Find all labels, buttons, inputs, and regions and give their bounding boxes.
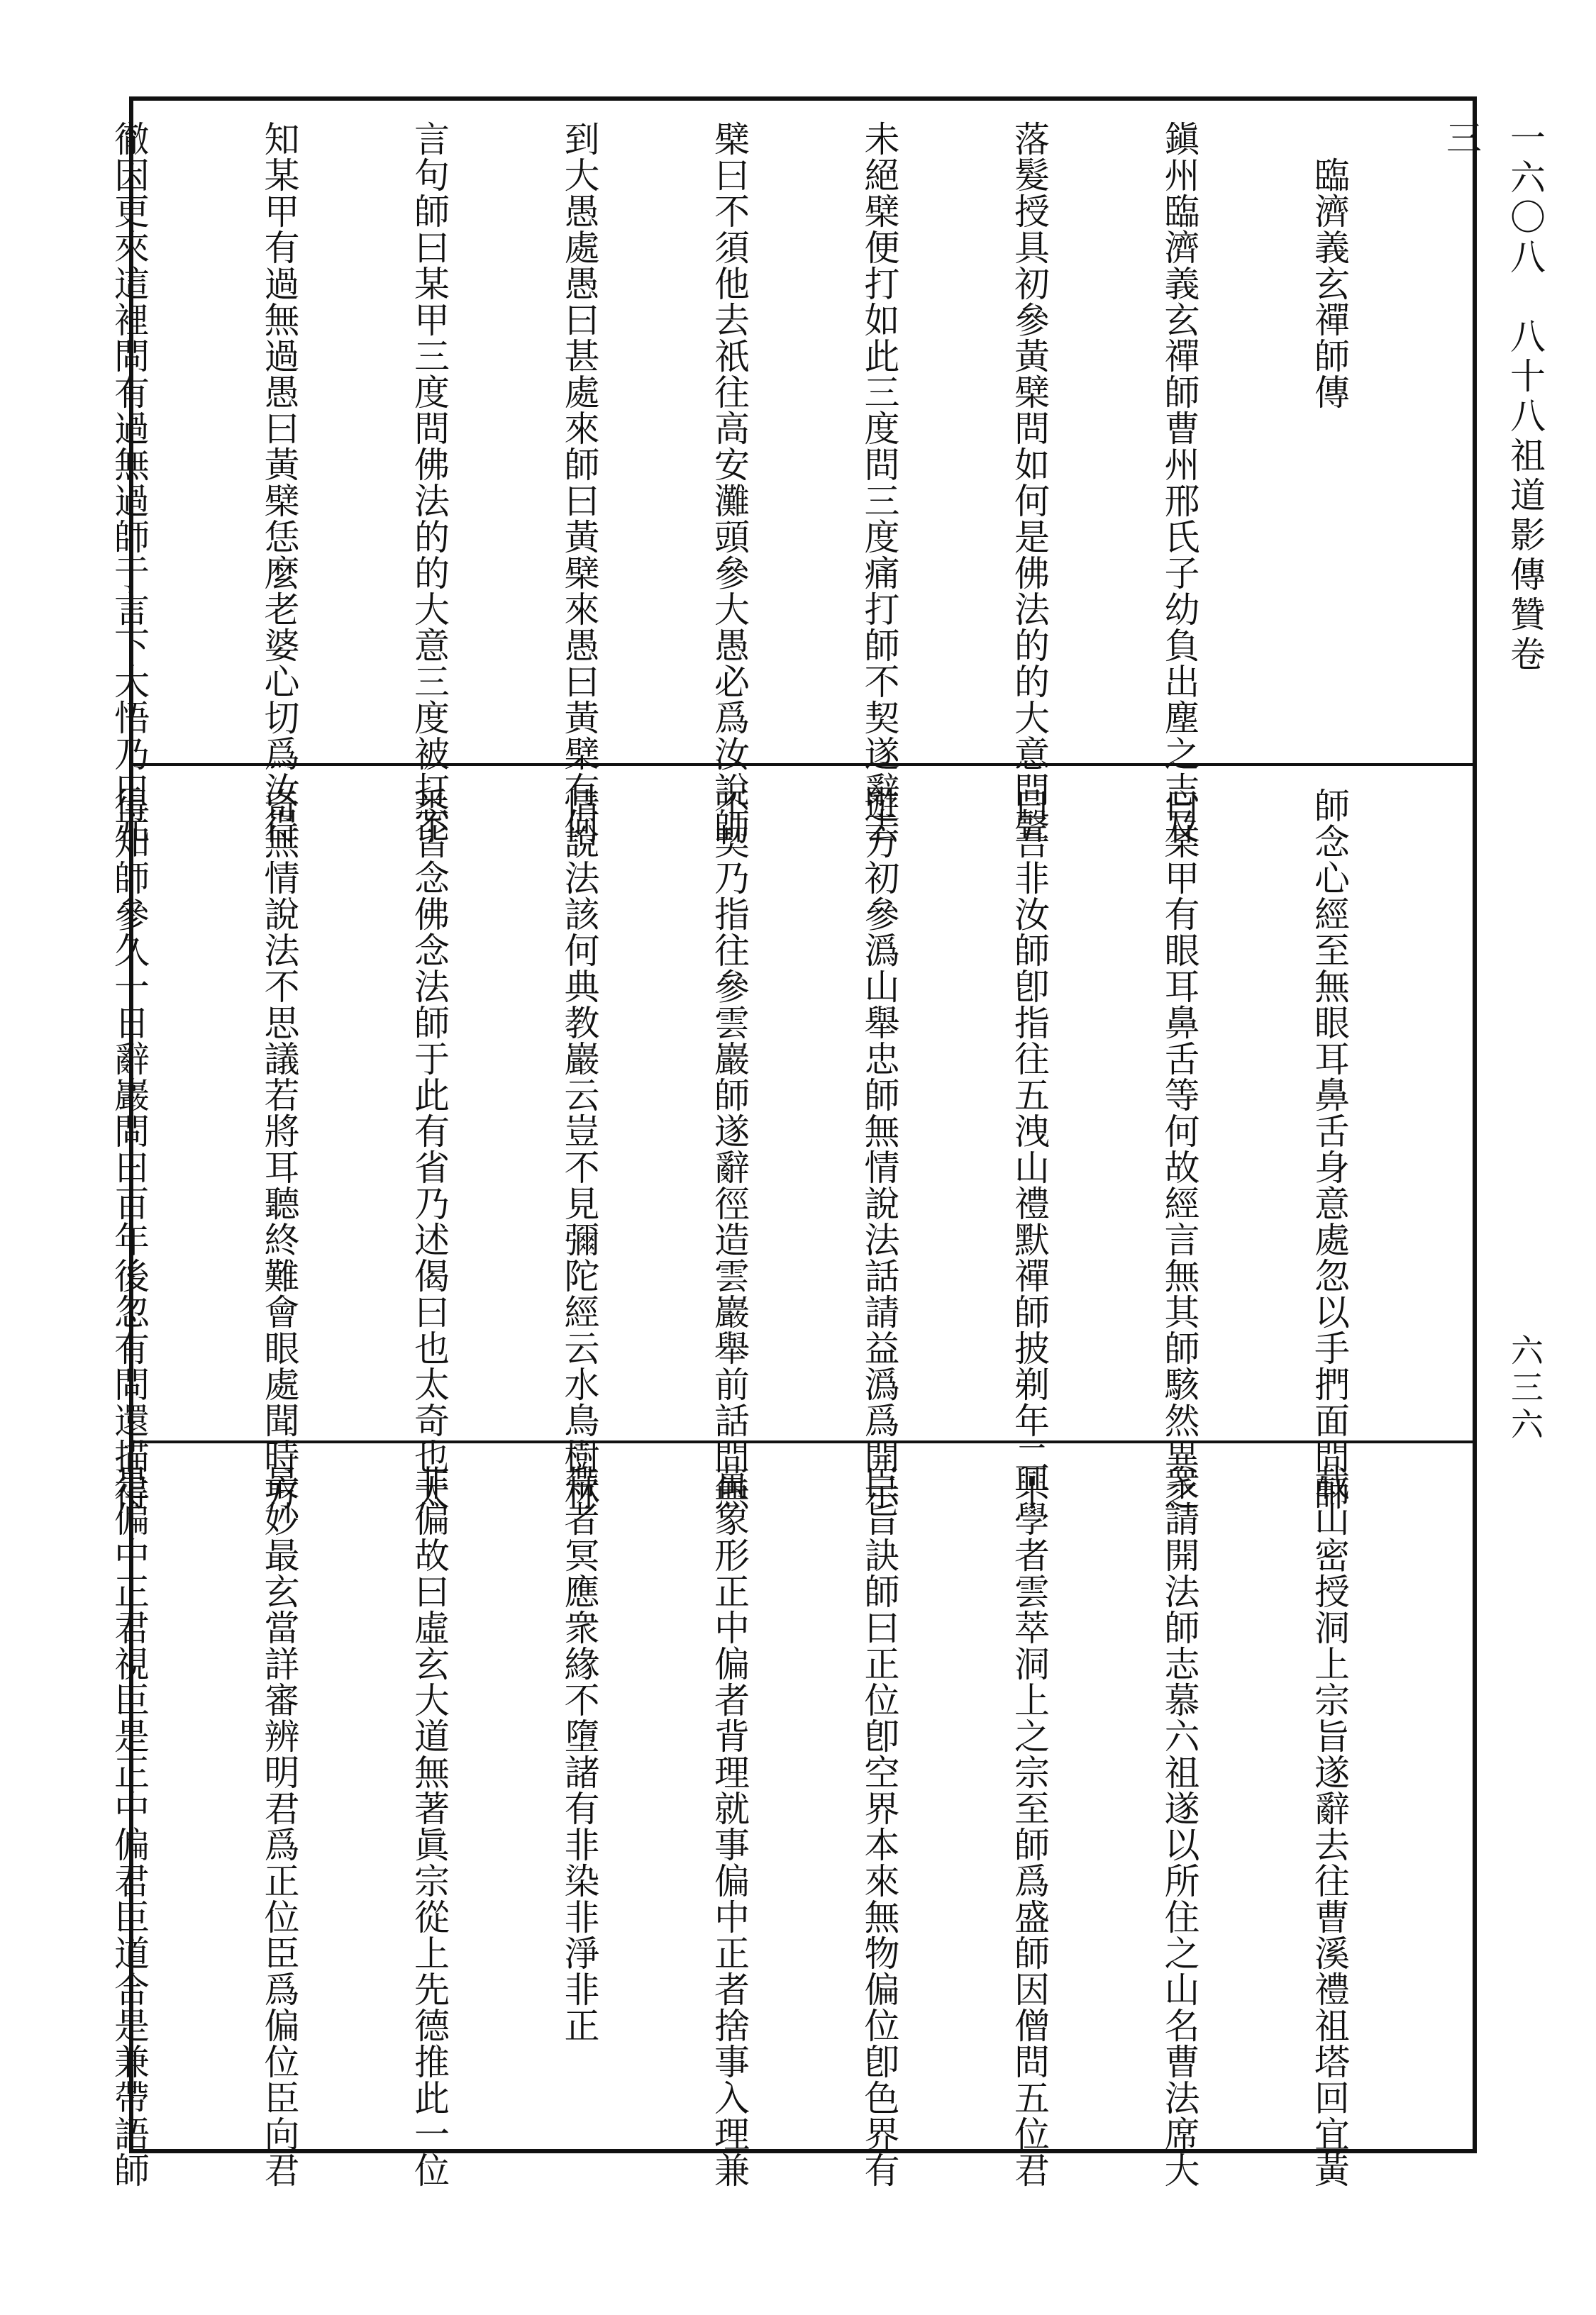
text-column: 落髮授具初參黃檗問如何是佛法的的大意問聲 — [1009, 121, 1050, 844]
text-column: 遊方初參潙山舉忠師無情說法話請益潙爲開示 — [858, 787, 900, 1511]
text-column: 檗曰不須他去祇往高安灘頭參大愚必爲汝說師 — [709, 121, 750, 844]
text-column: 徹因更來這裡問有過無過師于言下大悟乃曰元 — [109, 121, 150, 844]
text-column: 非偏故曰虛玄大道無著眞宗從上先德推此一位 — [409, 1465, 450, 2188]
text-column: 情說法該何典教巖云豈不見彌陀經云水鳥樹林 — [558, 787, 600, 1511]
text-column: 到大愚處愚曰甚處來師曰黃檗來愚曰黃檗有何 — [558, 121, 600, 844]
text-column: 帶者冥應衆緣不墮諸有非染非淨非正 — [558, 1465, 600, 2043]
text-column — [0, 787, 4, 1411]
text-column: 不契乃指往參雲巖師遂辭徑造雲巖舉前話問無 — [709, 787, 750, 1511]
text-frame — [109, 96, 1477, 2188]
register-divider-2 — [133, 1440, 1473, 1443]
text-column: 曰某甲有眼耳鼻舌等何故經言無其師駭然異之 — [1158, 787, 1200, 1511]
text-column: 得知師參久一日辭巖問曰百年後忽有問還描得 — [109, 787, 150, 1511]
text-column: 未絕檗便打如此三度問三度痛打師不契遂辭去 — [858, 121, 900, 844]
book-title: 八十八祖道影傳贊卷三 — [1441, 119, 1546, 675]
text-column: 師念心經至無眼耳鼻舌身意處忽以手捫面問師 — [1309, 787, 1350, 1511]
register-top — [109, 121, 1454, 844]
text-column: 言句師曰某甲三度問佛法的的大意三度被打不 — [409, 121, 450, 844]
text-column: 最妙最玄當詳審辨明君爲正位臣爲偏位臣向君 — [258, 1465, 300, 2188]
text-column: 載山密授洞上宗旨遂辭去往曹溪禮祖塔回宜黃 — [1309, 1465, 1350, 2188]
text-column: 知某甲有過無過愚曰黃檗恁麼老婆心切爲汝得 — [258, 121, 300, 844]
running-header — [1441, 119, 1557, 687]
text-column: 悉皆念佛念法師于此有省乃述偈曰也太奇也太 — [409, 787, 450, 1511]
text-column: 是偏中正君視臣是正中偏君臣道合是兼帶語師 — [109, 1465, 150, 2188]
register-middle — [109, 787, 1454, 1511]
text-column — [0, 121, 4, 745]
register-bottom — [109, 1465, 1454, 2188]
page-number: 一六〇八 — [1504, 119, 1546, 278]
text-column: 興學者雲萃洞上之宗至師爲盛師因僧問五位君 — [1009, 1465, 1050, 2188]
side-page-number: 六三六 — [1506, 1333, 1544, 1444]
text-column: 萬象形正中偏者背理就事偏中正者捨事入理兼 — [709, 1465, 750, 2188]
text-column: 鎭州臨濟義玄禪師曹州邢氏子幼負出塵之志及 — [1158, 121, 1200, 844]
register-divider-1 — [133, 763, 1473, 766]
text-column: 曰吾非汝師卽指往五洩山禮默禪師披剃年二十 — [1009, 787, 1050, 1511]
text-column — [0, 1465, 4, 2089]
text-column: 衆請開法師志慕六祖遂以所住之山名曹法席大 — [1158, 1465, 1200, 2188]
text-column: 臣旨訣師曰正位卽空界本來無物偏位卽色界有 — [858, 1465, 900, 2188]
text-column: 臨濟義玄禪師傳 — [1309, 121, 1350, 410]
text-column: 奇無情說法不思議若將耳聽終難會眼處聞時方 — [258, 787, 300, 1511]
